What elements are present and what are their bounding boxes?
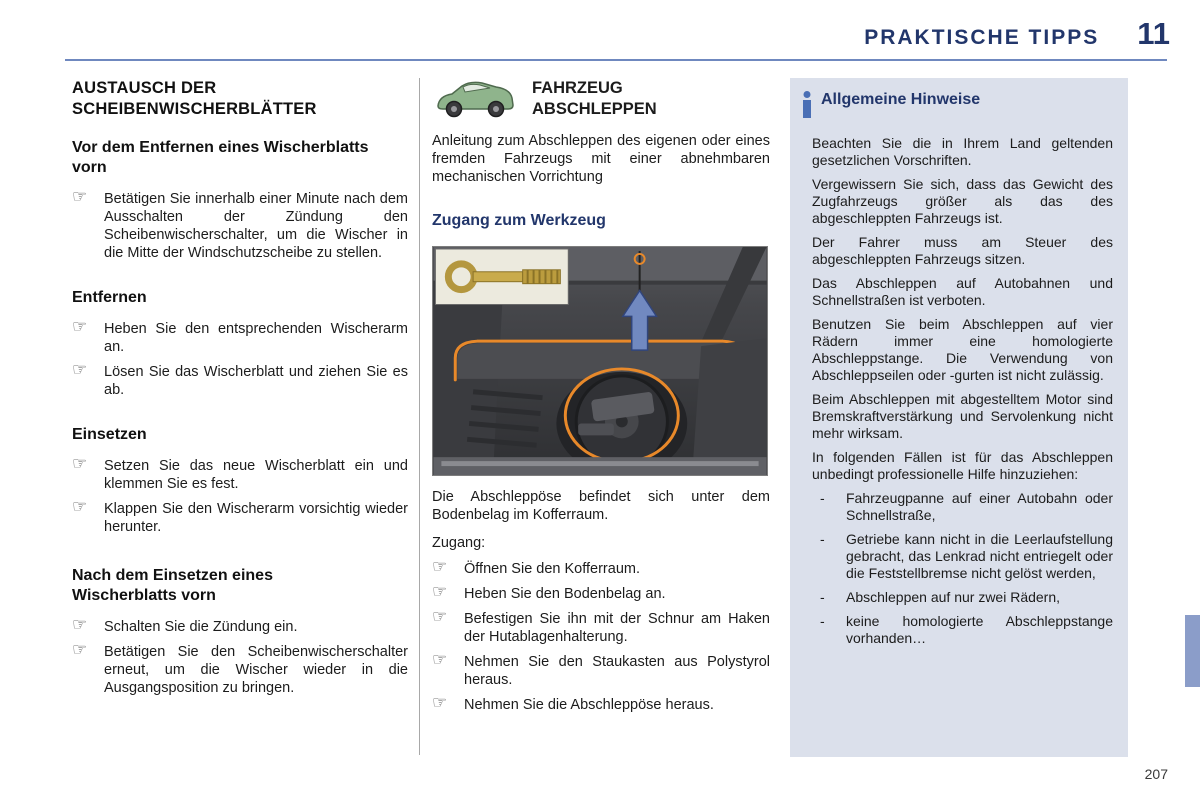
instruction-text: Betätigen Sie den Scheibenwischerschalter erneut, um die Wischer wieder in die Ausgangsposition zu bringen. <box>104 644 408 696</box>
info-list-text: Getriebe kann nicht in die Leerlaufstellung gebracht, das Lenkrad nicht entriegelt oder die Feststellbremse nicht gelöst werden, <box>846 531 1113 581</box>
instruction-text: Betätigen Sie innerhalb einer Minute nach dem Ausschalten der Zündung den Scheibenwischerschalter, um die Wischer in die Mitte der Windschutzscheibe zu stellen. <box>104 191 408 261</box>
header-divider <box>65 59 1167 61</box>
instruction-item <box>72 640 408 697</box>
step-text: Befestigen Sie ihn mit der Schnur am Haken der Hutablagenhalterung. <box>464 611 770 645</box>
pointing-hand-icon: ☞ <box>72 317 88 336</box>
chapter-number: 11 <box>1137 16 1170 51</box>
heading-fitting: Einsetzen <box>72 426 147 443</box>
dash-bullet: - <box>820 589 825 605</box>
instruction-text: Setzen Sie das neue Wischerblatt ein und klemmen Sie es fest. <box>104 458 408 492</box>
info-paragraph: Benutzen Sie beim Abschleppen auf vier Rädern immer eine homologierte Abschleppstange. Die Verwendung von Abschleppseilen oder -gurten ist nicht zulässig. <box>812 316 1113 383</box>
pointing-hand-icon: ☞ <box>72 454 88 473</box>
instruction-item <box>72 317 408 356</box>
dash-bullet: - <box>820 613 825 629</box>
section-title-towing: FAHRZEUG ABSCHLEPPEN <box>532 79 657 118</box>
pointing-hand-icon: ☞ <box>72 615 88 634</box>
info-list-item <box>812 613 1113 647</box>
instruction-item <box>72 454 408 493</box>
info-paragraph: Beim Abschleppen mit abgestelltem Motor sind Bremskraftverstärkung und Servolenkung nicht mehr wirksam. <box>812 391 1113 441</box>
left-column <box>72 78 408 704</box>
dash-bullet: - <box>820 490 825 506</box>
info-paragraph: Vergewissern Sie sich, dass das Gewicht des Zugfahrzeugs größer als das des abgeschleppten Fahrzeugs ist. <box>812 176 1113 226</box>
step-item <box>432 557 770 578</box>
car-icon <box>432 78 520 120</box>
info-paragraph: Das Abschleppen auf Autobahnen und Schnellstraßen ist verboten. <box>812 275 1113 308</box>
info-paragraph: Der Fahrer muss am Steuer des abgeschleppten Fahrzeugs sitzen. <box>812 234 1113 267</box>
column-divider <box>419 78 420 755</box>
instruction-text: Schalten Sie die Zündung ein. <box>104 619 298 635</box>
info-list-item <box>812 490 1113 524</box>
towing-eye-inset <box>435 249 568 305</box>
instruction-item <box>72 187 408 262</box>
info-list-text: Abschleppen auf nur zwei Rädern, <box>846 589 1061 605</box>
heading-tool-access: Zugang zum Werkzeug <box>432 212 606 229</box>
instruction-item <box>72 497 408 536</box>
step-text: Nehmen Sie den Staukasten aus Polystyrol heraus. <box>464 654 770 688</box>
info-box-title: Allgemeine Hinweise <box>821 91 981 108</box>
instruction-item <box>72 360 408 399</box>
pointing-hand-icon: ☞ <box>432 607 448 626</box>
pointing-hand-icon: ☞ <box>72 497 88 516</box>
info-list-text: keine homologierte Abschleppstange vorhanden… <box>846 613 1113 646</box>
page-header <box>65 16 1170 52</box>
step-text: Öffnen Sie den Kofferraum. <box>464 561 640 577</box>
info-paragraph: Beachten Sie die in Ihrem Land geltenden gesetzlichen Vorschriften. <box>812 135 1113 168</box>
info-list-item <box>812 531 1113 582</box>
step-text: Heben Sie den Bodenbelag an. <box>464 586 666 602</box>
instruction-text: Lösen Sie das Wischerblatt und ziehen Sie es ab. <box>104 364 408 398</box>
middle-column <box>432 78 770 721</box>
step-item <box>432 693 770 714</box>
heading-before-removal: Vor dem Entfernen eines Wischerblatts vorn <box>72 139 369 176</box>
pointing-hand-icon: ☞ <box>72 640 88 659</box>
info-box-body <box>802 135 1113 647</box>
step-item <box>432 650 770 689</box>
towing-intro: Anleitung zum Abschleppen des eigenen oder eines fremden Fahrzeugs mit einer abnehmbaren mechanischen Vorrichtung <box>432 133 770 185</box>
instruction-text: Klappen Sie den Wischerarm vorsichtig wieder herunter. <box>104 501 408 535</box>
info-list-item <box>812 589 1113 606</box>
pointing-hand-icon: ☞ <box>432 582 448 601</box>
step-item <box>432 582 770 603</box>
towing-header <box>432 78 770 120</box>
info-box-header <box>802 90 1113 123</box>
info-icon <box>802 91 812 123</box>
pointing-hand-icon: ☞ <box>72 360 88 379</box>
trunk-photo <box>432 246 768 476</box>
info-paragraph: In folgenden Fällen ist für das Abschleppen unbedingt professionelle Hilfe hinzuziehen: <box>812 449 1113 482</box>
pointing-hand-icon: ☞ <box>432 693 448 712</box>
instruction-item <box>72 615 408 636</box>
instruction-text: Heben Sie den entsprechenden Wischerarm an. <box>104 321 408 355</box>
pointing-hand-icon: ☞ <box>72 187 88 206</box>
trunk-caption: Die Abschleppöse befindet sich unter dem Bodenbelag im Kofferraum. <box>432 489 770 523</box>
general-notes-box <box>790 78 1128 757</box>
heading-after-fitting: Nach dem Einsetzen eines Wischerblatts vorn <box>72 567 273 604</box>
access-label: Zugang: <box>432 535 486 551</box>
page-title: PRAKTISCHE TIPPS <box>864 26 1100 49</box>
pointing-hand-icon: ☞ <box>432 650 448 669</box>
heading-removal: Entfernen <box>72 289 147 306</box>
step-text: Nehmen Sie die Abschleppöse heraus. <box>464 697 714 713</box>
step-item <box>432 607 770 646</box>
chapter-edge-tab <box>1185 615 1200 687</box>
info-list-text: Fahrzeugpanne auf einer Autobahn oder Schnellstraße, <box>846 490 1113 523</box>
page-number: 207 <box>1144 766 1168 782</box>
pointing-hand-icon: ☞ <box>432 557 448 576</box>
dash-bullet: - <box>820 531 825 547</box>
section-title-wiper-blades: AUSTAUSCH DER SCHEIBENWISCHERBLÄTTER <box>72 79 317 118</box>
